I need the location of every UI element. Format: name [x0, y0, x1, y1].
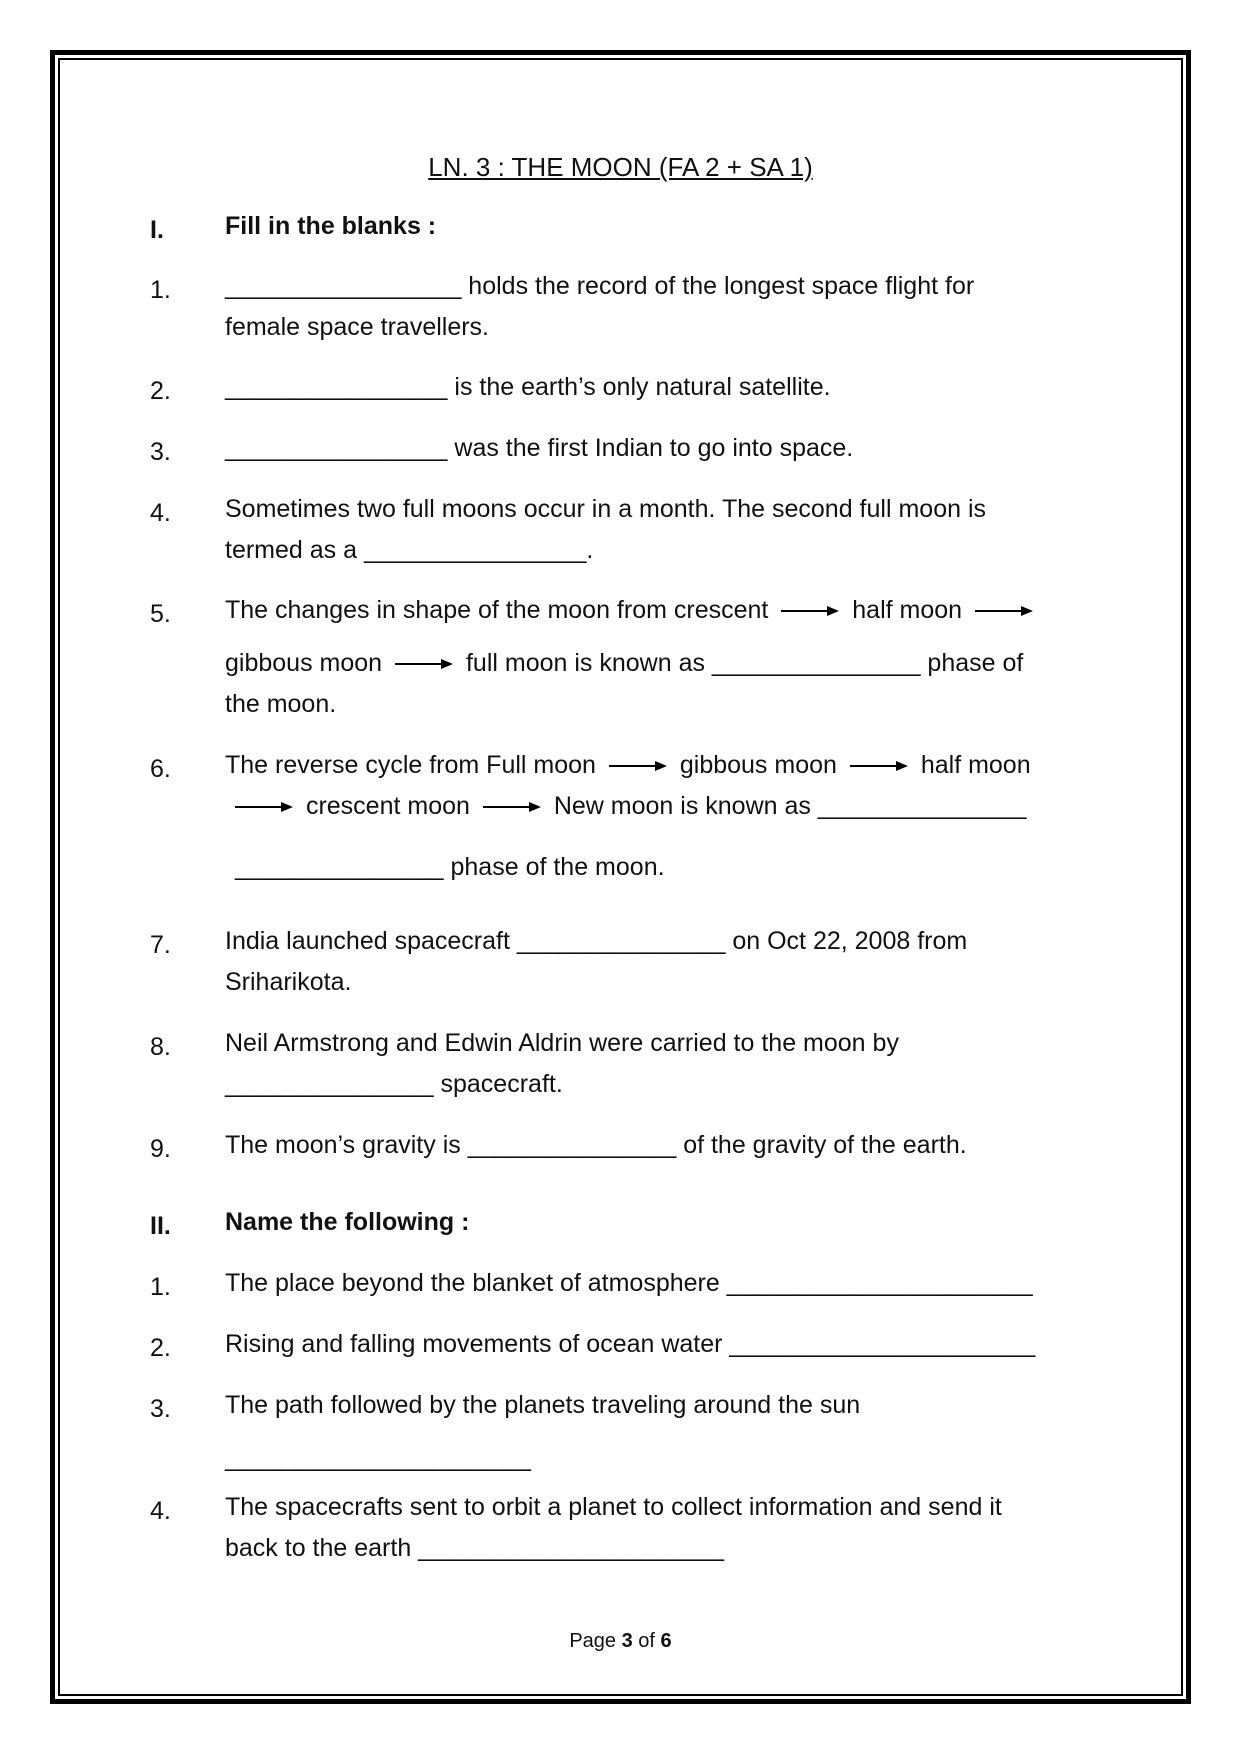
q6-number: 6.: [150, 755, 171, 783]
q8-number: 8.: [150, 1033, 171, 1061]
q6-text-new-moon: New moon is known as _______________: [553, 792, 1027, 820]
name-question-4: [225, 1487, 1002, 1569]
right-arrow-icon: [975, 604, 1033, 618]
q6-text-crescent: crescent moon: [305, 792, 470, 820]
question-2: ________________ is the earth’s only natural satellite.: [225, 373, 831, 401]
q5-number: 5.: [150, 600, 171, 628]
question-6: [225, 745, 1031, 888]
question-5-line-3: the moon.: [225, 690, 337, 718]
question-8: [225, 1023, 899, 1105]
section-2-numeral: II.: [150, 1212, 171, 1240]
section-1-heading: Fill in the blanks :: [225, 212, 437, 240]
page-title: LN. 3 : THE MOON (FA 2 + SA 1): [428, 152, 813, 182]
q6-text-half-moon: half moon: [920, 751, 1031, 779]
q4-number: 4.: [150, 499, 171, 527]
s2-q4-number: 4.: [150, 1497, 171, 1525]
q6-text-full-moon: The reverse cycle from Full moon: [225, 751, 596, 779]
question-1-line-2: female space travellers.: [225, 313, 490, 341]
name-question-3-line-2: ______________________: [225, 1444, 531, 1472]
question-3: ________________ was the first Indian to go into space.: [225, 434, 854, 462]
right-arrow-icon: [483, 800, 541, 814]
question-1: [225, 266, 974, 348]
name-question-1: The place beyond the blanket of atmosphere ______________________: [225, 1269, 1033, 1297]
page-of: of: [632, 1630, 661, 1652]
q5-text-half-moon: half moon: [852, 596, 963, 624]
page-total: 6: [660, 1630, 672, 1652]
right-arrow-icon: [235, 800, 293, 814]
page-current: 3: [621, 1630, 633, 1652]
question-6-line-2: [225, 786, 1031, 827]
name-question-3-line-1: The path followed by the planets traveling around the sun: [225, 1391, 861, 1419]
right-arrow-icon: [781, 604, 839, 618]
question-4-line-1: Sometimes two full moons occur in a month. The second full moon is: [225, 495, 986, 523]
s2-q1-number: 1.: [150, 1273, 171, 1301]
q6-text-gibbous: gibbous moon: [679, 751, 837, 779]
q9-number: 9.: [150, 1135, 171, 1163]
s2-q2-number: 2.: [150, 1334, 171, 1362]
right-arrow-icon: [609, 759, 667, 773]
right-arrow-icon: [395, 657, 453, 671]
q3-number: 3.: [150, 438, 171, 466]
name-question-4-line-2: back to the earth ______________________: [225, 1534, 725, 1562]
question-4: [225, 489, 986, 571]
name-question-2: Rising and falling movements of ocean water ______________________: [225, 1330, 1036, 1358]
section-2-heading: Name the following :: [225, 1208, 470, 1236]
name-question-3: [225, 1385, 860, 1479]
question-4-line-2: termed as a ________________.: [225, 536, 594, 564]
s2-q3-number: 3.: [150, 1395, 171, 1423]
question-9: The moon’s gravity is _______________ of the gravity of the earth.: [225, 1131, 967, 1159]
page-label: Page: [569, 1630, 622, 1652]
page-number: [0, 1630, 1241, 1653]
question-6-line-1: [225, 745, 1031, 786]
question-5-line-1: [225, 590, 1039, 631]
question-1-line-1: _________________ holds the record of the longest space flight for: [225, 272, 975, 300]
question-5: [225, 590, 1039, 725]
question-8-line-2: _______________ spacecraft.: [225, 1070, 563, 1098]
section-1-numeral: I.: [150, 216, 164, 244]
question-8-line-1: Neil Armstrong and Edwin Aldrin were carried to the moon by: [225, 1029, 899, 1057]
q2-number: 2.: [150, 377, 171, 405]
q5-text-crescent: The changes in shape of the moon from crescent: [225, 596, 769, 624]
question-6-line-3: _______________ phase of the moon.: [235, 853, 665, 881]
question-7-line-1: India launched spacecraft _______________ on Oct 22, 2008 from: [225, 927, 968, 955]
right-arrow-icon: [850, 759, 908, 773]
question-7: [225, 921, 967, 1003]
question-5-line-2: [225, 643, 1039, 684]
q5-text-gibbous: gibbous moon: [225, 649, 383, 677]
q5-text-full-moon: full moon is known as _______________ phase of: [465, 649, 1024, 677]
q1-number: 1.: [150, 276, 171, 304]
q7-number: 7.: [150, 931, 171, 959]
question-7-line-2: Sriharikota.: [225, 968, 352, 996]
name-question-4-line-1: The spacecrafts sent to orbit a planet to collect information and send it: [225, 1493, 1002, 1521]
